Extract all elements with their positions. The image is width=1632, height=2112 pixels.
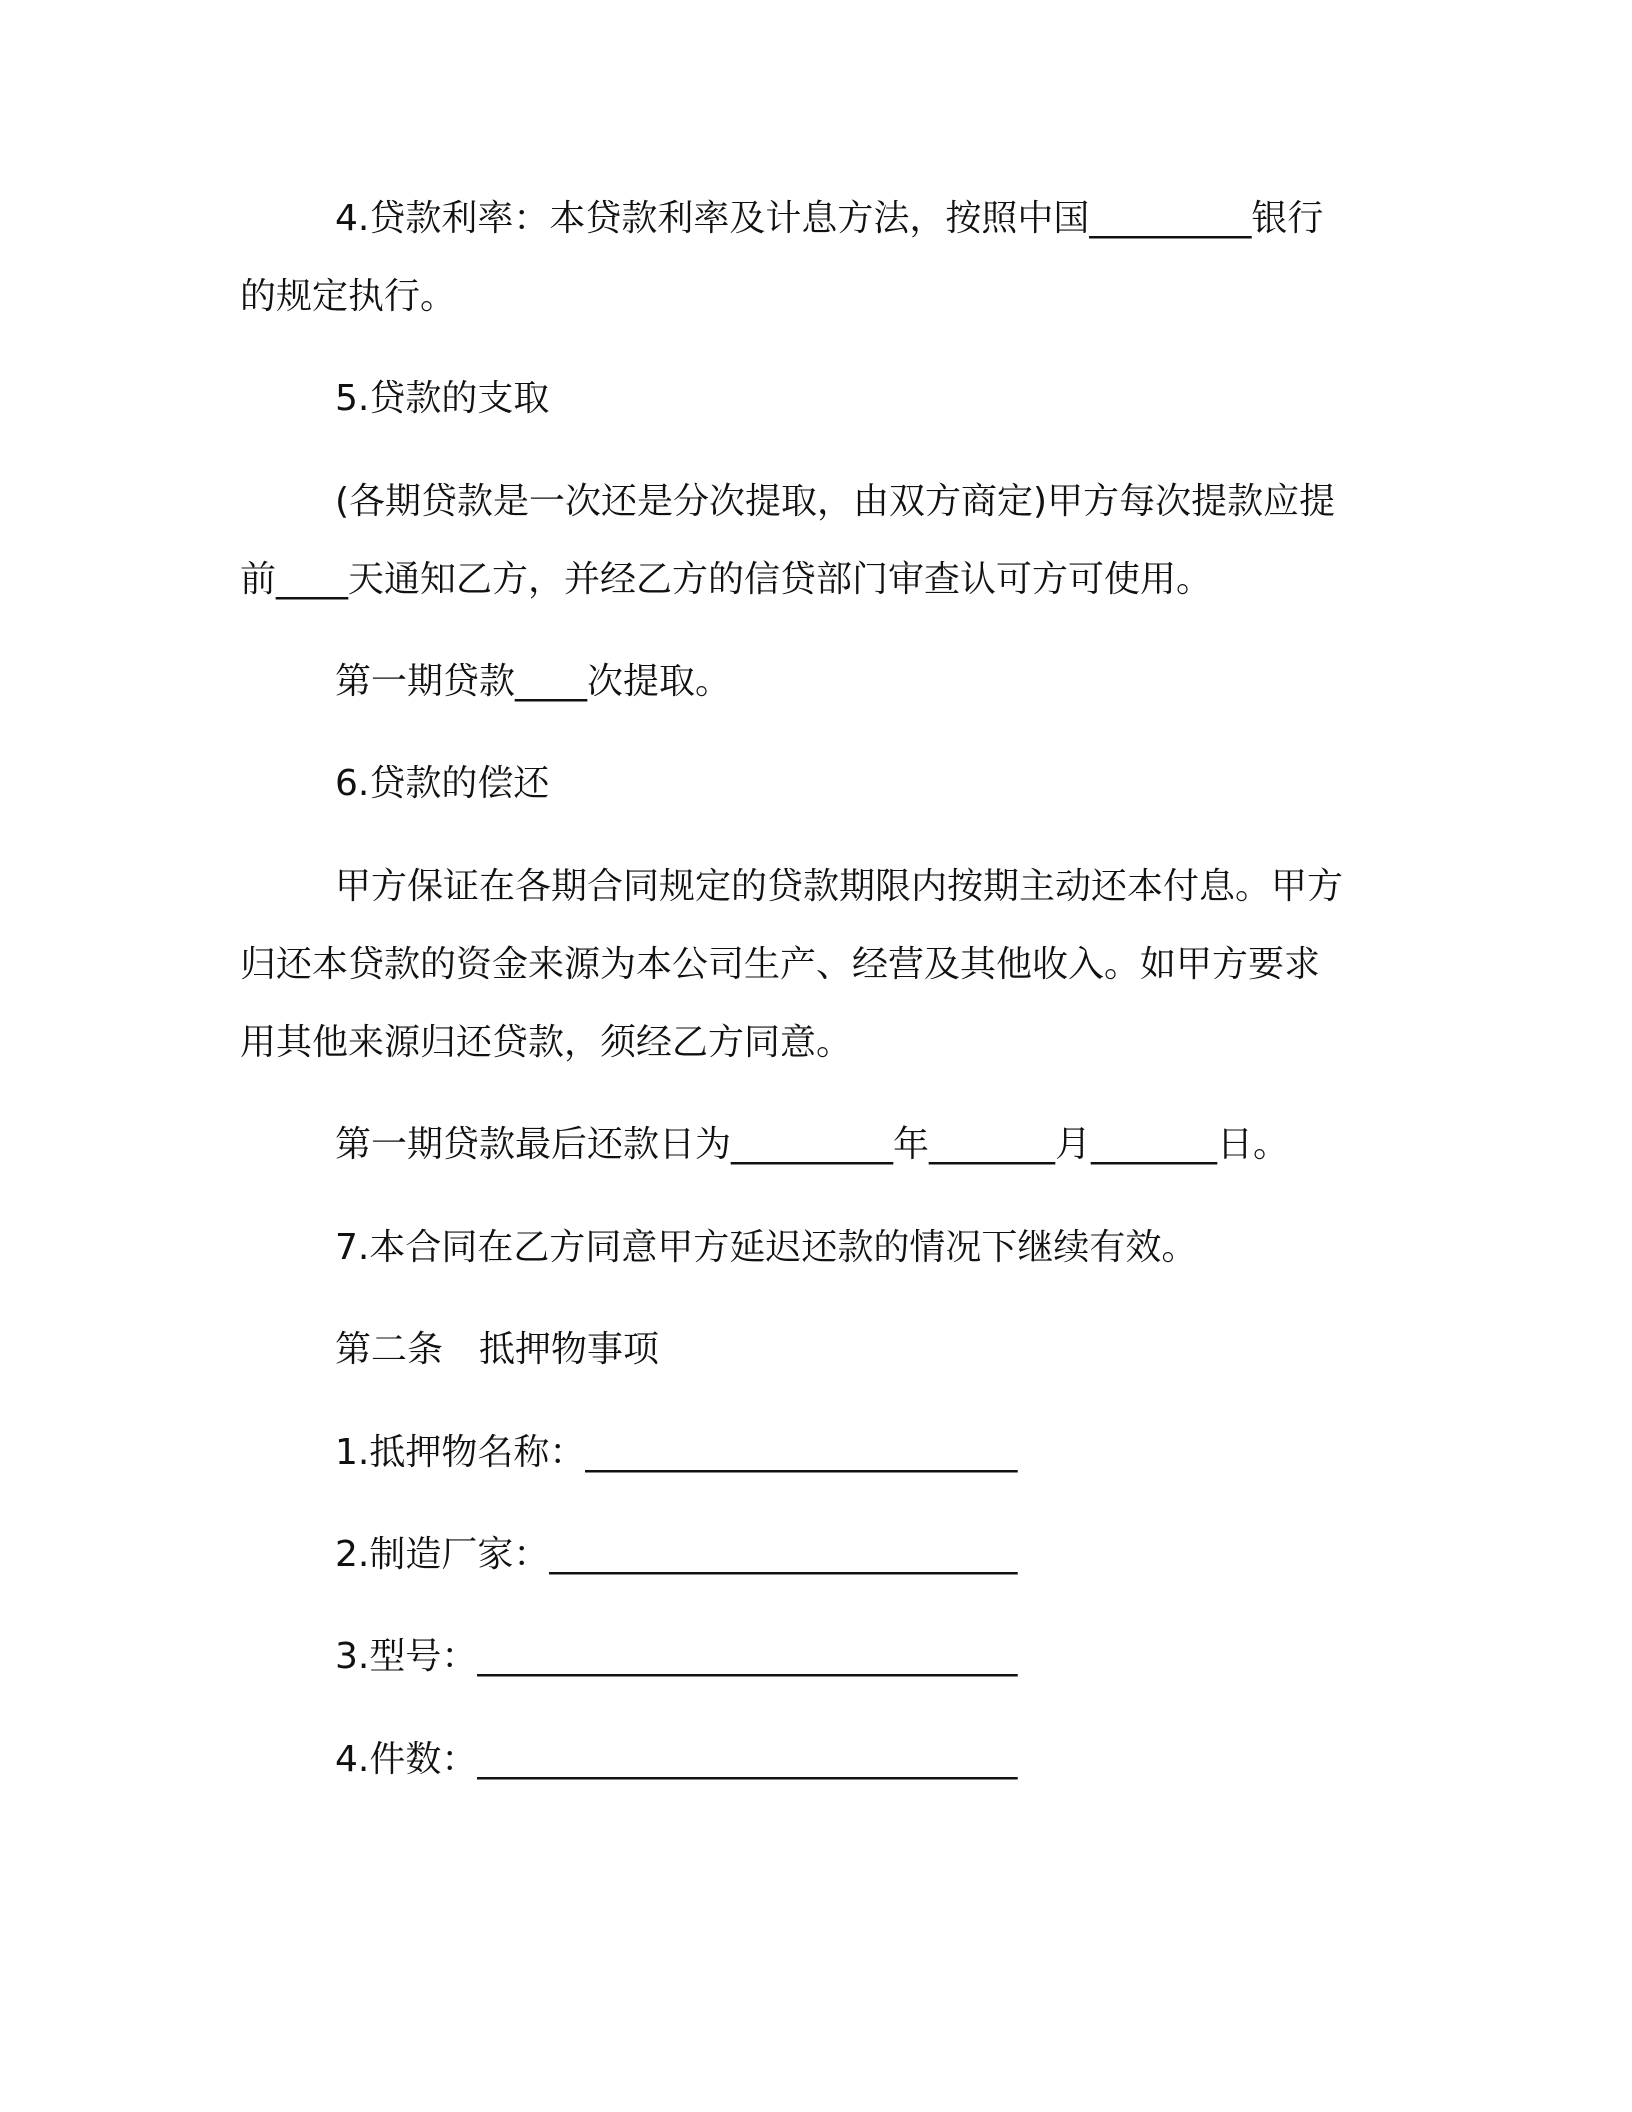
loan-withdrawal-heading: 5.贷款的支取 — [335, 378, 550, 419]
manufacturer-field: 2.制造厂家：__________________________ — [335, 1534, 1018, 1575]
withdrawal-para-line-2: 前____天通知乙方，并经乙方的信贷部门审查认可方可使用。 — [240, 559, 1213, 600]
contract-validity-clause: 7.本合同在乙方同意甲方延迟还款的情况下继续有效。 — [335, 1227, 1198, 1268]
collateral-name-field: 1.抵押物名称：________________________ — [335, 1432, 1018, 1473]
repayment-para-line-3: 用其他来源归还贷款，须经乙方同意。 — [240, 1022, 853, 1063]
article-two-heading: 第二条 抵押物事项 — [335, 1329, 660, 1370]
repayment-para-line-1: 甲方保证在各期合同规定的贷款期限内按期主动还本付息。甲方 — [335, 866, 1344, 907]
loan-rate-line-2: 的规定执行。 — [240, 276, 457, 317]
loan-rate-line-1: 4.贷款利率：本贷款利率及计息方法，按照中国_________银行 — [335, 198, 1324, 239]
withdrawal-para-line-1: (各期贷款是一次还是分次提取，由双方商定)甲方每次提款应提 — [335, 481, 1336, 522]
model-field: 3.型号：______________________________ — [335, 1636, 1018, 1677]
repayment-para-line-2: 归还本贷款的资金来源为本公司生产、经营及其他收入。如甲方要求 — [240, 944, 1321, 985]
quantity-field: 4.件数：______________________________ — [335, 1739, 1018, 1780]
final-repayment-date: 第一期贷款最后还款日为_________年_______月_______日。 — [335, 1124, 1290, 1165]
first-period-withdrawal: 第一期贷款____次提取。 — [335, 661, 732, 702]
loan-repayment-heading: 6.贷款的偿还 — [335, 763, 550, 804]
